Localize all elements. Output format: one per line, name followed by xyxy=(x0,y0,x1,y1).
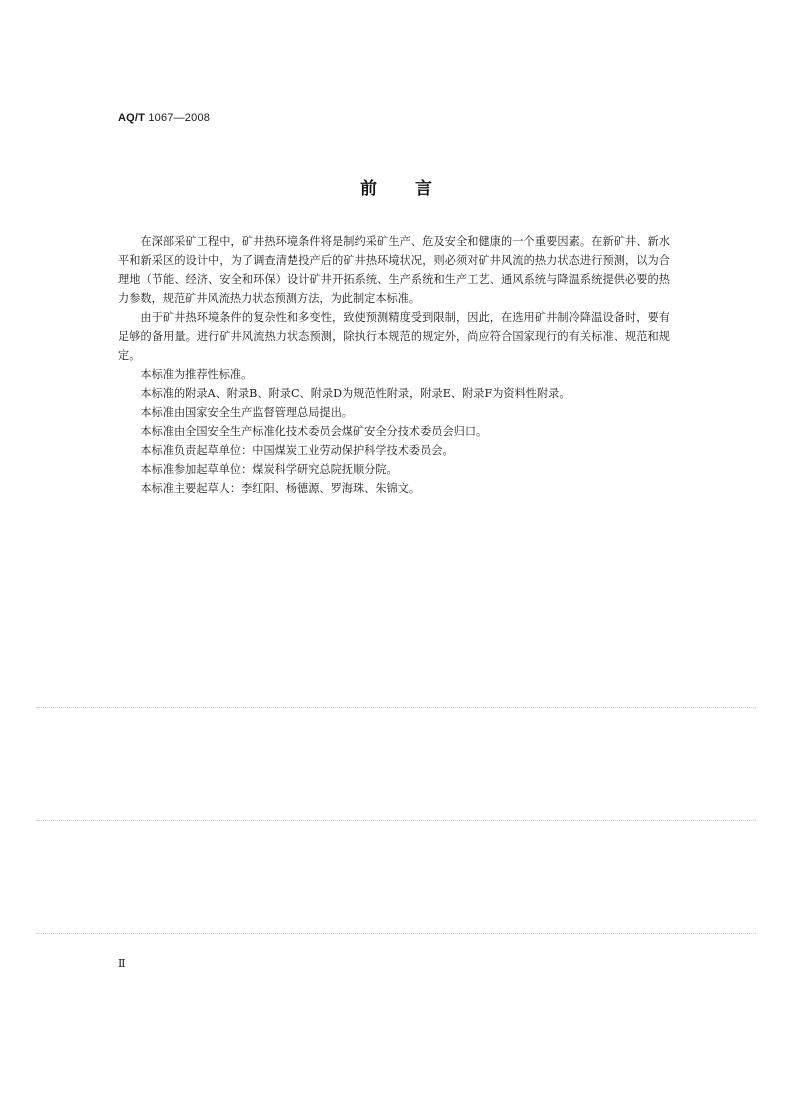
paragraph-recommended: 本标准为推荐性标准。 xyxy=(140,368,253,381)
dotted-divider xyxy=(36,707,756,708)
dotted-divider xyxy=(36,933,756,934)
paragraph-precision: 由于矿井热环境条件的复杂性和多变性，致使预测精度受到限制，因此，在选用矿井制冷降温设备时，要有足够的备用量。进行矿井风流热力状态预测，除执行本规范的规定外，尚应符合国家现行的有关标准、规范和规定。 xyxy=(118,311,670,362)
page-number: Ⅱ xyxy=(118,957,126,970)
foreword-body xyxy=(118,232,670,498)
dotted-divider xyxy=(36,820,756,821)
paragraph-proposed-by: 本标准由国家安全生产监督管理总局提出。 xyxy=(140,406,353,419)
paragraph-managed-by: 本标准由全国安全生产标准化技术委员会煤矿安全分技术委员会归口。 xyxy=(140,425,488,438)
paragraph-participating-unit: 本标准参加起草单位：煤炭科学研究总院抚顺分院。 xyxy=(140,463,398,476)
paragraph-drafting-unit: 本标准负责起草单位：中国煤炭工业劳动保护科学技术委员会。 xyxy=(140,444,454,457)
standard-code xyxy=(118,112,210,124)
paragraph-drafters: 本标准主要起草人：李红阳、杨德源、罗海珠、朱锦文。 xyxy=(140,482,421,495)
paragraph-appendices: 本标准的附录A、附录B、附录C、附录D为规范性附录，附录E、附录F为资料性附录。 xyxy=(140,387,571,400)
page-title: 前言 xyxy=(360,179,470,199)
paragraph-intro: 在深部采矿工程中，矿井热环境条件将是制约采矿生产、危及安全和健康的一个重要因素。在新矿井、新水平和新采区的设计中，为了调查清楚投产后的矿井热环境状况，则必须对矿井风流的热力状态进行预测，以为合理地（节能、经济、安全和环保）设计矿井开拓系统、生产系统和生产工艺、通风系统与降温系统提供必要的热力参数，规范矿井风流热力状态预测方法，为此制定本标准。 xyxy=(118,235,670,305)
standard-code-prefix: AQ/T xyxy=(118,112,146,124)
standard-code-number: 1067—2008 xyxy=(145,112,211,124)
